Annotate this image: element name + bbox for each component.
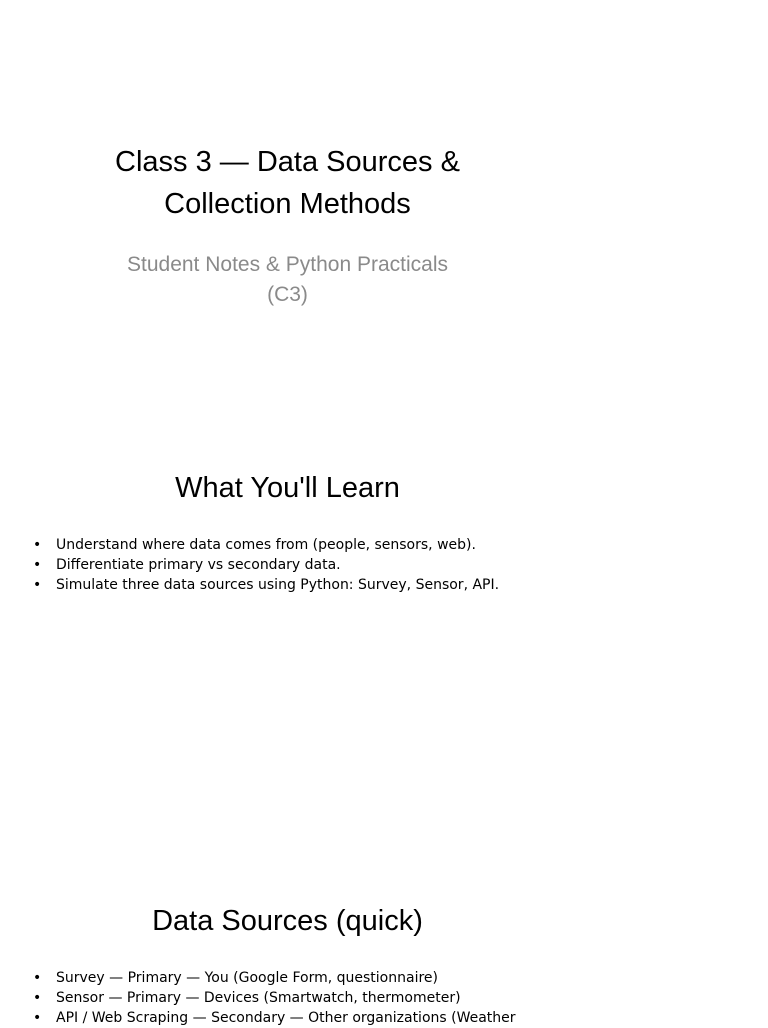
bullet-icon: • bbox=[33, 1010, 42, 1026]
subtitle-line-1: Student Notes & Python Practicals bbox=[127, 253, 448, 276]
learn-bullet-list bbox=[33, 535, 553, 595]
bullet-icon: • bbox=[33, 537, 42, 553]
list-item-text: Simulate three data sources using Python: Survey, Sensor, API. bbox=[56, 577, 500, 593]
list-item-text: Sensor — Primary — Devices (Smartwatch, thermometer) bbox=[56, 990, 461, 1006]
page-subtitle bbox=[60, 250, 515, 310]
bullet-icon: • bbox=[33, 970, 42, 986]
list-item bbox=[33, 968, 553, 988]
page-title bbox=[60, 141, 515, 225]
list-item-text: Differentiate primary vs secondary data. bbox=[56, 557, 341, 573]
title-line-1: Class 3 — Data Sources & bbox=[115, 146, 460, 178]
sources-section-title: Data Sources (quick) bbox=[152, 905, 423, 937]
list-item-text: Understand where data comes from (people, sensors, web). bbox=[56, 537, 476, 553]
list-item-text: API / Web Scraping — Secondary — Other organizations (Weather bbox=[56, 1010, 516, 1026]
list-item bbox=[33, 988, 553, 1008]
subtitle-line-2: (C3) bbox=[267, 283, 308, 306]
bullet-icon: • bbox=[33, 557, 42, 573]
list-item bbox=[33, 555, 553, 575]
list-item bbox=[33, 1008, 553, 1028]
bullet-icon: • bbox=[33, 990, 42, 1006]
sources-bullet-list bbox=[33, 968, 553, 1028]
learn-section-title: What You'll Learn bbox=[175, 472, 400, 504]
title-line-2: Collection Methods bbox=[164, 188, 411, 220]
list-item bbox=[33, 575, 553, 595]
list-item bbox=[33, 535, 553, 555]
bullet-icon: • bbox=[33, 577, 42, 593]
list-item-text: Survey — Primary — You (Google Form, questionnaire) bbox=[56, 970, 438, 986]
